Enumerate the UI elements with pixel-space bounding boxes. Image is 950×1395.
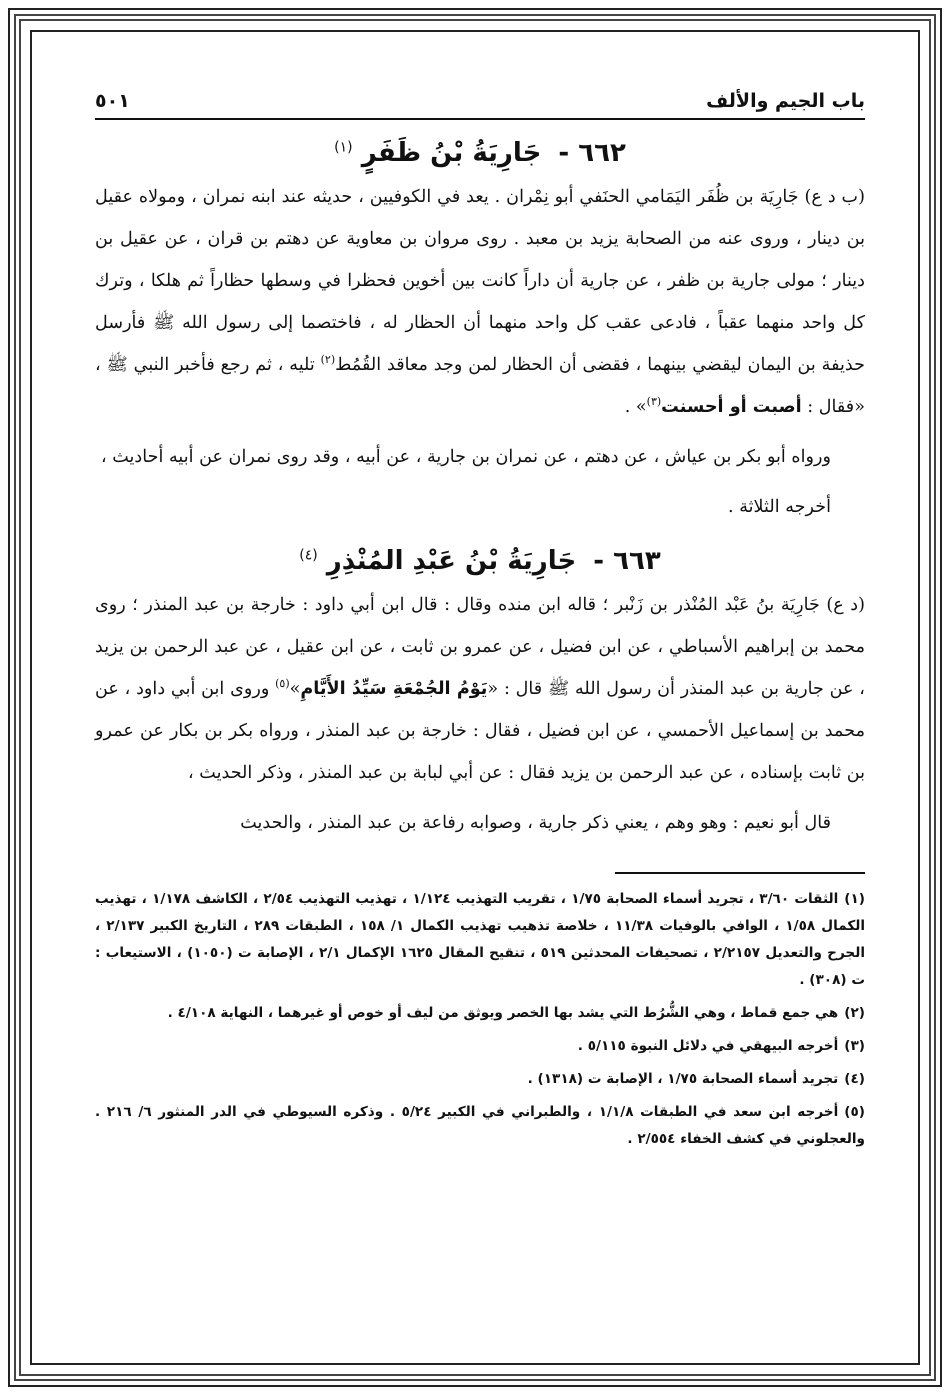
running-header — [95, 90, 865, 120]
footnote-number: (٢) — [844, 1005, 865, 1021]
quoted-saying: يَوْمُ الجُمْعَةِ سَيِّدُ الأَيَّامِ — [300, 679, 488, 699]
page-content — [95, 82, 865, 1159]
footnote-ref: (١) — [334, 139, 353, 156]
entry-paragraph: أخرجه الثلاثة . — [728, 497, 831, 517]
entry-heading — [95, 138, 865, 168]
footnote-text: هي جمع قماط ، وهي الشُّرُط التي يشد بها الخصر ويوثق من ليف أو خوص أو غيرهما ، النهاية ٤/١٠٨ . — [167, 1005, 839, 1021]
footnote-item — [95, 1099, 865, 1153]
footnote-text: أخرجه ابن سعد في الطبقات ١/١/٨ ، والطبراني في الكبير ٥/٢٤ . وذكره السيوطي في الدر المنثور ٦/ ٢١٦ . والعجلوني في كشف الخفاء ٢/٥٥٤ . — [95, 1104, 865, 1147]
paragraph-text: (ب د ع) جَارِيَة بن ظُفَر اليَمَامي الحنَفي أبو نِمْران . يعد في الكوفيين ، حديثه عند ابنه نمران ، ومولاه عقيل بن دينار ، وروى عنه من الصحابة يزيد بن معبد . روى مروان بن معاوية عن دهتم بن قران ، عن عقيل بن دينار ؛ مولى جارية بن ظفر ، عن جارية أن داراً كانت بين أخوين فحظرا في وسطها حظاراً ثم هلكا ، وترك كل واحد منهما عقباً ، فادعى عقب كل واحد منهما أن الحظار له ، فاختصما إلى رسول الله ﷺ فأرسل حذيفة بن اليمان ليقضي بينهما ، فقضى أن الحظار لمن وجد معاقد القُمُط — [95, 187, 865, 375]
entry-heading — [95, 546, 865, 576]
paragraph-text: وروى ابن أبي داود ، عن محمد بن إسماعيل الأحمسي ، عن ابن فضيل ، فقال : خارجة بن عبد المنذر ، ورواه بكر بن بكار عن عمرو بن ثابت بإسناده ، عن عبد الرحمن بن يزيد فقال : عن أبي لبابة بن عبد المنذر ، وذكر الحديث ، — [95, 679, 865, 783]
entry-paragraph — [95, 176, 865, 428]
footnote-ref: (٢) — [320, 353, 336, 367]
footnote-ref: (٣) — [646, 395, 662, 409]
chapter-title: باب الجيم والألف — [706, 90, 865, 112]
entry-paragraph: ورواه أبو بكر بن عياش ، عن دهتم ، عن نمران بن جارية ، عن أبيه ، وقد روى نمران عن أبيه أحاديث ، — [100, 447, 831, 467]
paragraph-text: » . — [624, 397, 647, 417]
entry-number: ٦٦٢ - — [558, 138, 626, 168]
footnote-ref: (٥) — [275, 677, 290, 691]
footnote-divider — [615, 872, 865, 874]
paragraph-text: » — [289, 679, 301, 699]
paragraph-text: تليه ، ثم رجع فأخبر النبي ﷺ ، «فقال : — [95, 355, 865, 417]
footnote-item — [95, 1000, 865, 1027]
paragraph-text: (د ع) جَارِيَة بنُ عَبْد المُنْذر بن زَنْبر ؛ قاله ابن منده وقال : قال ابن أبي داود : خارجة بن عبد المنذر ؛ روى محمد بن إبراهيم الأسباطي ، عن ابن فضيل ، عن عمرو بن ثابت ، عن ابن عقيل ، عن عبد الرحمن بن يزيد ، عن جارية بن عبد المنذر أن رسول الله ﷺ قال : « — [95, 595, 865, 699]
footnote-number: (٥) — [844, 1104, 866, 1120]
entry-name: جَارِيَةُ بْنُ عَبْدِ المُنْذِرِ — [326, 546, 577, 576]
footnote-text: أخرجه البيهقي في دلائل النبوة ٥/١١٥ . — [577, 1038, 839, 1054]
entry-number: ٦٦٣ - — [593, 546, 661, 576]
entry-name: جَارِيَةُ بْنُ ظَفَرٍ — [361, 138, 542, 168]
footnote-number: (١) — [844, 891, 866, 907]
entry-paragraph: قال أبو نعيم : وهو وهم ، يعني ذكر جارية ، وصوابه رفاعة بن عبد المنذر ، والحديث — [240, 813, 831, 833]
footnote-number: (٣) — [844, 1038, 865, 1054]
footnote-item — [95, 886, 865, 994]
entry-paragraph — [95, 584, 865, 794]
footnote-ref: (٤) — [299, 547, 318, 564]
footnote-item — [95, 1033, 865, 1060]
footnote-text: تجريد أسماء الصحابة ١/٧٥ ، الإصابة ت (١٣١٨) . — [527, 1071, 839, 1087]
footnote-text: الثقات ٣/٦٠ ، تجريد أسماء الصحابة ١/٧٥ ، تقريب التهذيب ١/١٢٤ ، تهذيب التهذيب ٢/٥٤ ، الكاشف ١/١٧٨ ، تهذيب الكمال ١/٥٨ ، الوافي بالوفيات ١١/٣٨ ، خلاصة تذهيب تهذيب الكمال ١/ ١٥٨ ، الطبقات ٢٨٩ ، التاريخ الكبير ٢/١٣٧ ، الجرح والتعديل ٢/٢١٥٧ ، تصحيفات المحدثين ٥١٩ ، تنقيح المقال ١٦٢٥ الإكمال ٢/١ ، الإصابة ت (١٠٥٠) ، الاستيعاب : ت (٣٠٨) . — [95, 891, 865, 988]
footnote-number: (٤) — [844, 1071, 865, 1087]
footnotes — [95, 886, 865, 1153]
page-number: ٥٠١ — [95, 90, 130, 112]
quoted-saying: أصبت أو أحسنت — [661, 397, 802, 417]
footnote-item — [95, 1066, 865, 1093]
